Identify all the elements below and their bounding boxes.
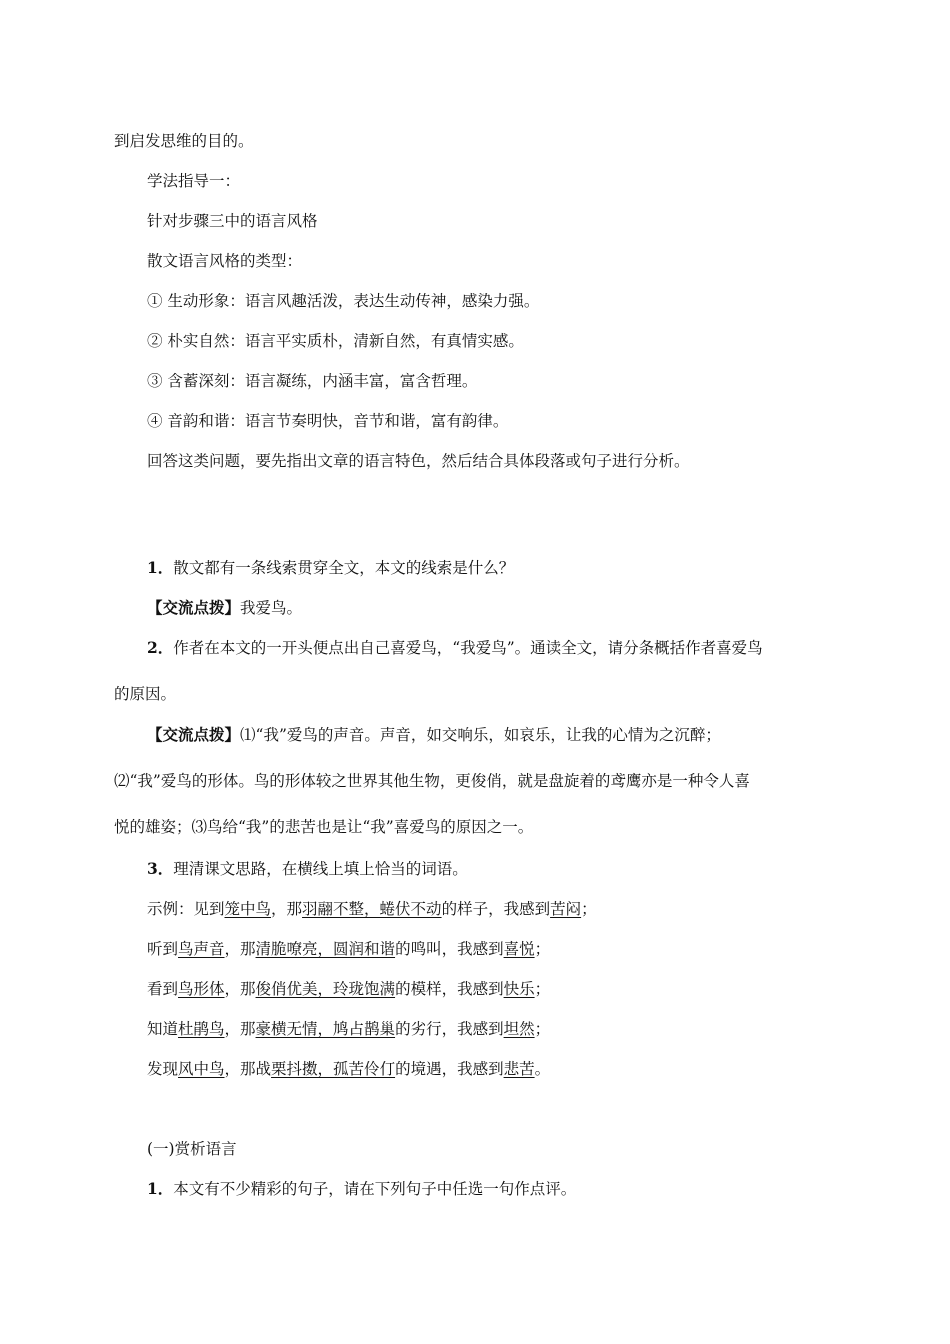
question-text: 理清课文思路，在横线上填上恰当的词语。 (173, 860, 468, 878)
section-question-1 (147, 1178, 576, 1200)
question-2-hint-line: ⑵“我”爱鸟的形体。鸟的形体较之世界其他生物，更俊俏，就是盘旋着的鸢鹰亦是一种令人喜 (114, 772, 750, 790)
row-text: 知道 (147, 1020, 179, 1038)
row-text: 看到 (147, 980, 179, 998)
row-text: ； (534, 1020, 551, 1038)
answer-blank: 坦然 (503, 1020, 535, 1038)
hint-label: 【交流点拨】 (147, 725, 241, 744)
row-text: 的境遇，我感到 (395, 1060, 504, 1078)
answer-blank: 喜悦 (503, 940, 535, 958)
question-text: 本文有不少精彩的句子，请在下列句子中任选一句作点评。 (173, 1180, 577, 1198)
answer-blank: 杜鹃鸟 (178, 1020, 225, 1038)
row-text: ； (581, 900, 597, 918)
fill-row (147, 1018, 550, 1040)
answer-blank: 俊俏优美，玲珑饱满 (255, 980, 396, 998)
answer-blank: 快乐 (503, 980, 535, 998)
style-type-item: ① 生动形象：语言风趣活泼，表达生动传神，感染力强。 (147, 292, 540, 310)
row-text: 的模样，我感到 (395, 980, 504, 998)
question-number: 2． (147, 638, 174, 657)
question-number: 3． (147, 859, 174, 878)
question-2-hint-line: 悦的雄姿；⑶鸟给“我”的悲苦也是让“我”喜爱鸟的原因之一。 (114, 818, 534, 836)
answer-blank: 豪横无情，鸠占鹊巢 (255, 1020, 396, 1038)
answer-blank: 羽翮不整，蜷伏不动 (302, 900, 442, 918)
hint-text: ⑴“我”爱鸟的声音。声音，如交响乐，如哀乐，让我的心情为之沉醉； (240, 726, 721, 744)
answer-blank: 鸟声音 (178, 940, 225, 958)
fill-row (147, 898, 597, 920)
row-text: ，那 (271, 900, 303, 918)
fill-row (147, 978, 550, 1000)
guide-title: 学法指导一： (147, 172, 241, 190)
types-title: 散文语言风格的类型： (147, 252, 303, 270)
row-text: 。 (534, 1060, 551, 1078)
question-number: 1． (147, 1179, 174, 1198)
answer-blank: 笼中鸟 (224, 900, 272, 918)
hint-text: 我爱鸟。 (240, 599, 303, 617)
fill-row (147, 938, 550, 960)
question-text: 作者在本文的一开头便点出自己喜爱鸟，“我爱鸟”。通读全文，请分条概括作者喜爱鸟 (173, 639, 763, 657)
question-2-continuation: 的原因。 (114, 685, 177, 703)
row-text: 的样子，我感到 (441, 900, 551, 918)
row-text: ，那 (224, 940, 256, 958)
answer-blank: 鸟形体 (178, 980, 225, 998)
answer-method: 回答这类问题，要先指出文章的语言特色，然后结合具体段落或句子进行分析。 (147, 452, 690, 470)
question-2 (147, 637, 763, 659)
question-number: 1． (147, 558, 174, 577)
answer-blank: 悲苦 (503, 1060, 535, 1078)
row-text: ，那 (224, 1020, 256, 1038)
guide-target: 针对步骤三中的语言风格 (147, 212, 318, 230)
question-1-hint (147, 597, 302, 619)
row-text: 的劣行，我感到 (395, 1020, 504, 1038)
fill-row (147, 1058, 550, 1080)
row-text: ，那 (224, 980, 256, 998)
answer-blank: 苦闷 (550, 900, 582, 918)
answer-blank: 清脆嘹亮，圆润和谐 (255, 940, 396, 958)
question-3 (147, 858, 468, 880)
row-text: ，那战 (224, 1060, 272, 1078)
answer-blank: 栗抖擞，孤苦伶仃 (271, 1060, 396, 1078)
section-title: (一)赏析语言 (147, 1140, 237, 1158)
row-text: ； (534, 940, 551, 958)
style-type-item: ③ 含蓄深刻：语言凝练，内涵丰富，富含哲理。 (147, 372, 478, 390)
row-text: 发现 (147, 1060, 179, 1078)
style-type-item: ② 朴实自然：语言平实质朴，清新自然，有真情实感。 (147, 332, 524, 350)
row-text: 听到 (147, 940, 179, 958)
intro-continuation: 到启发思维的目的。 (114, 132, 254, 150)
question-1 (147, 557, 514, 579)
answer-blank: 风中鸟 (178, 1060, 225, 1078)
question-text: 散文都有一条线索贯穿全文，本文的线索是什么？ (173, 559, 515, 577)
row-text: 的鸣叫，我感到 (395, 940, 504, 958)
row-text: 示例：见到 (147, 900, 225, 918)
row-text: ； (534, 980, 551, 998)
hint-label: 【交流点拨】 (147, 598, 241, 617)
question-2-hint (147, 724, 721, 746)
style-type-item: ④ 音韵和谐：语言节奏明快，音节和谐，富有韵律。 (147, 412, 509, 430)
